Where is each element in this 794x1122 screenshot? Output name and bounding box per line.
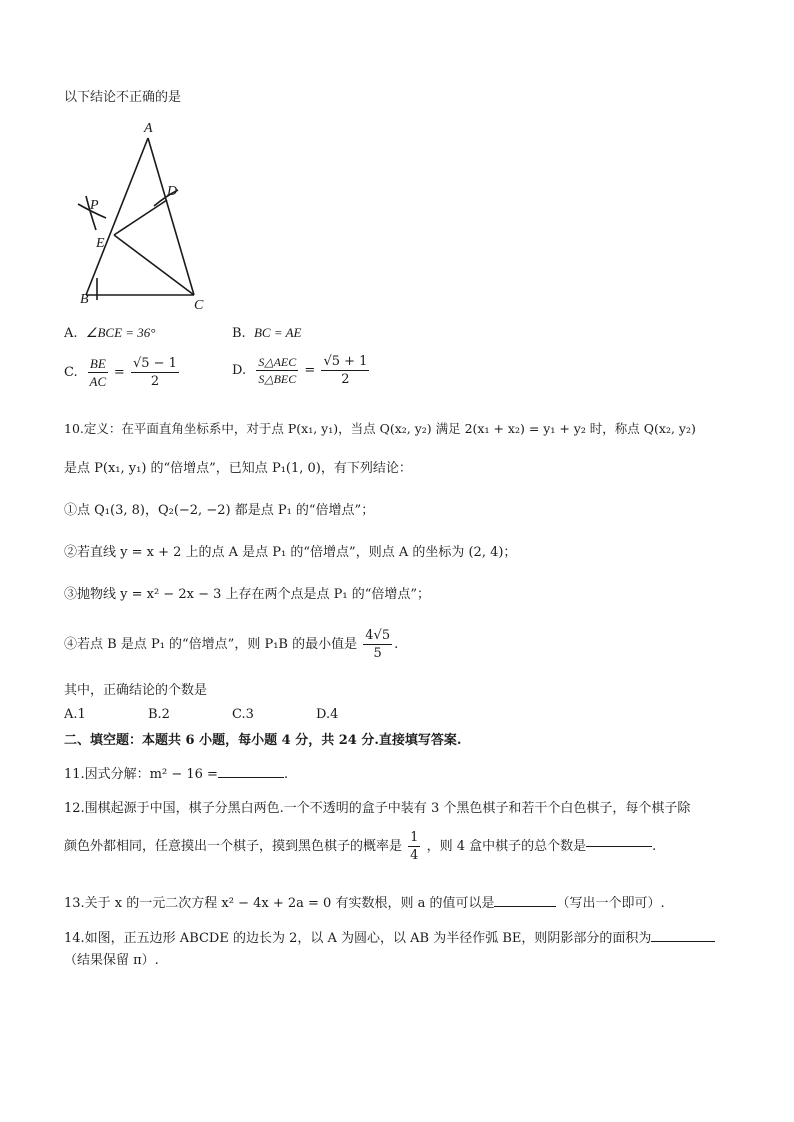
count-question: 其中，正确结论的个数是 (64, 683, 208, 698)
q10-option-a: A.1 (64, 707, 86, 722)
answer-blank-14[interactable] (651, 941, 715, 942)
label-c: C (194, 298, 204, 313)
answer-blank-13[interactable] (494, 906, 556, 907)
segment-ac (148, 138, 194, 295)
question-12-line2: 颜色外都相同，任意摸出一个棋子，摸到黑色棋子的概率是 $\frac{1}{4}$ ，则 4 盒中棋子的总个数是 . (64, 830, 657, 863)
statement-3: ③抛物线 y = x² − 2x − 3 上存在两个点是点 P₁ 的“倍增点”； (64, 587, 431, 602)
question-11: 11.因式分解：m² − 16 = . (64, 767, 289, 782)
question-12-line1: 12.围棋起源于中国，棋子分黑白两色.一个不透明的盒子中装有 3 个黑色棋子和若干个白色棋子，每个棋子除 (64, 801, 691, 816)
triangle-figure (66, 118, 226, 318)
segment-ec (114, 235, 194, 295)
statement-1: ①点 Q₁(3, 8)，Q₂(−2, −2) 都是点 P₁ 的“倍增点”； (64, 503, 375, 518)
statement-2: ②若直线 y = x + 2 上的点 A 是点 P₁ 的“倍增点”，则点 A 的坐标为 (2, 4)； (64, 545, 517, 560)
option-a: A. ∠BCE = 36° (64, 325, 156, 341)
option-c: C. $\frac{BE}{AC}$ = $\frac{√5 - 1}{2}$ (64, 356, 177, 389)
q10-option-b: B.2 (148, 707, 170, 722)
question-14-line2: （结果保留 π）. (64, 953, 159, 968)
answer-blank-11[interactable] (218, 777, 284, 778)
answer-blank-12[interactable] (586, 846, 652, 847)
label-b: B (80, 292, 89, 307)
question-13: 13.关于 x 的一元二次方程 x² − 4x + 2a = 0 有实数根，则 a 的值可以是 （写出一个即可）. (64, 896, 665, 911)
q10-option-c: C.3 (232, 707, 254, 722)
segment-ab (86, 138, 148, 295)
option-d: D. $\frac{\text{S△AEC}}{\text{S△BEC}}$ = $\frac{√5 + 1}{2}$ (232, 354, 368, 387)
label-d: D (167, 184, 178, 199)
question-14-line1: 14.如图，正五边形 ABCDE 的边长为 2，以 A 为圆心，以 AB 为半径作弧 BE，则阴影部分的面积为 (64, 932, 715, 945)
section-2-title: 二、填空题：本题共 6 小题，每小题 4 分，共 24 分.直接填写答案. (64, 733, 462, 748)
q10-option-d: D.4 (316, 707, 339, 722)
question-10-line1: 10.定义：在平面直角坐标系中，对于点 P(x₁, y₁)，当点 Q(x₂, y₂) 满足 2(x₁ + x₂) = y₁ + y₂ 时，称点 Q(x₂, y₂) (64, 421, 696, 436)
question-10-line2: 是点 P(x₁, y₁) 的“倍增点”，已知点 P₁(1, 0)，有下列结论： (64, 461, 412, 476)
label-p: P (90, 198, 99, 213)
option-b: B. BC = AE (232, 325, 302, 341)
question-9-prompt: 以下结论不正确的是 (64, 90, 182, 105)
label-e: E (96, 236, 105, 251)
label-a: A (144, 121, 153, 136)
statement-4: ④若点 B 是点 P₁ 的“倍增点”，则 P₁B 的最小值是 $\frac{4√5}{5}$ . (64, 628, 399, 661)
